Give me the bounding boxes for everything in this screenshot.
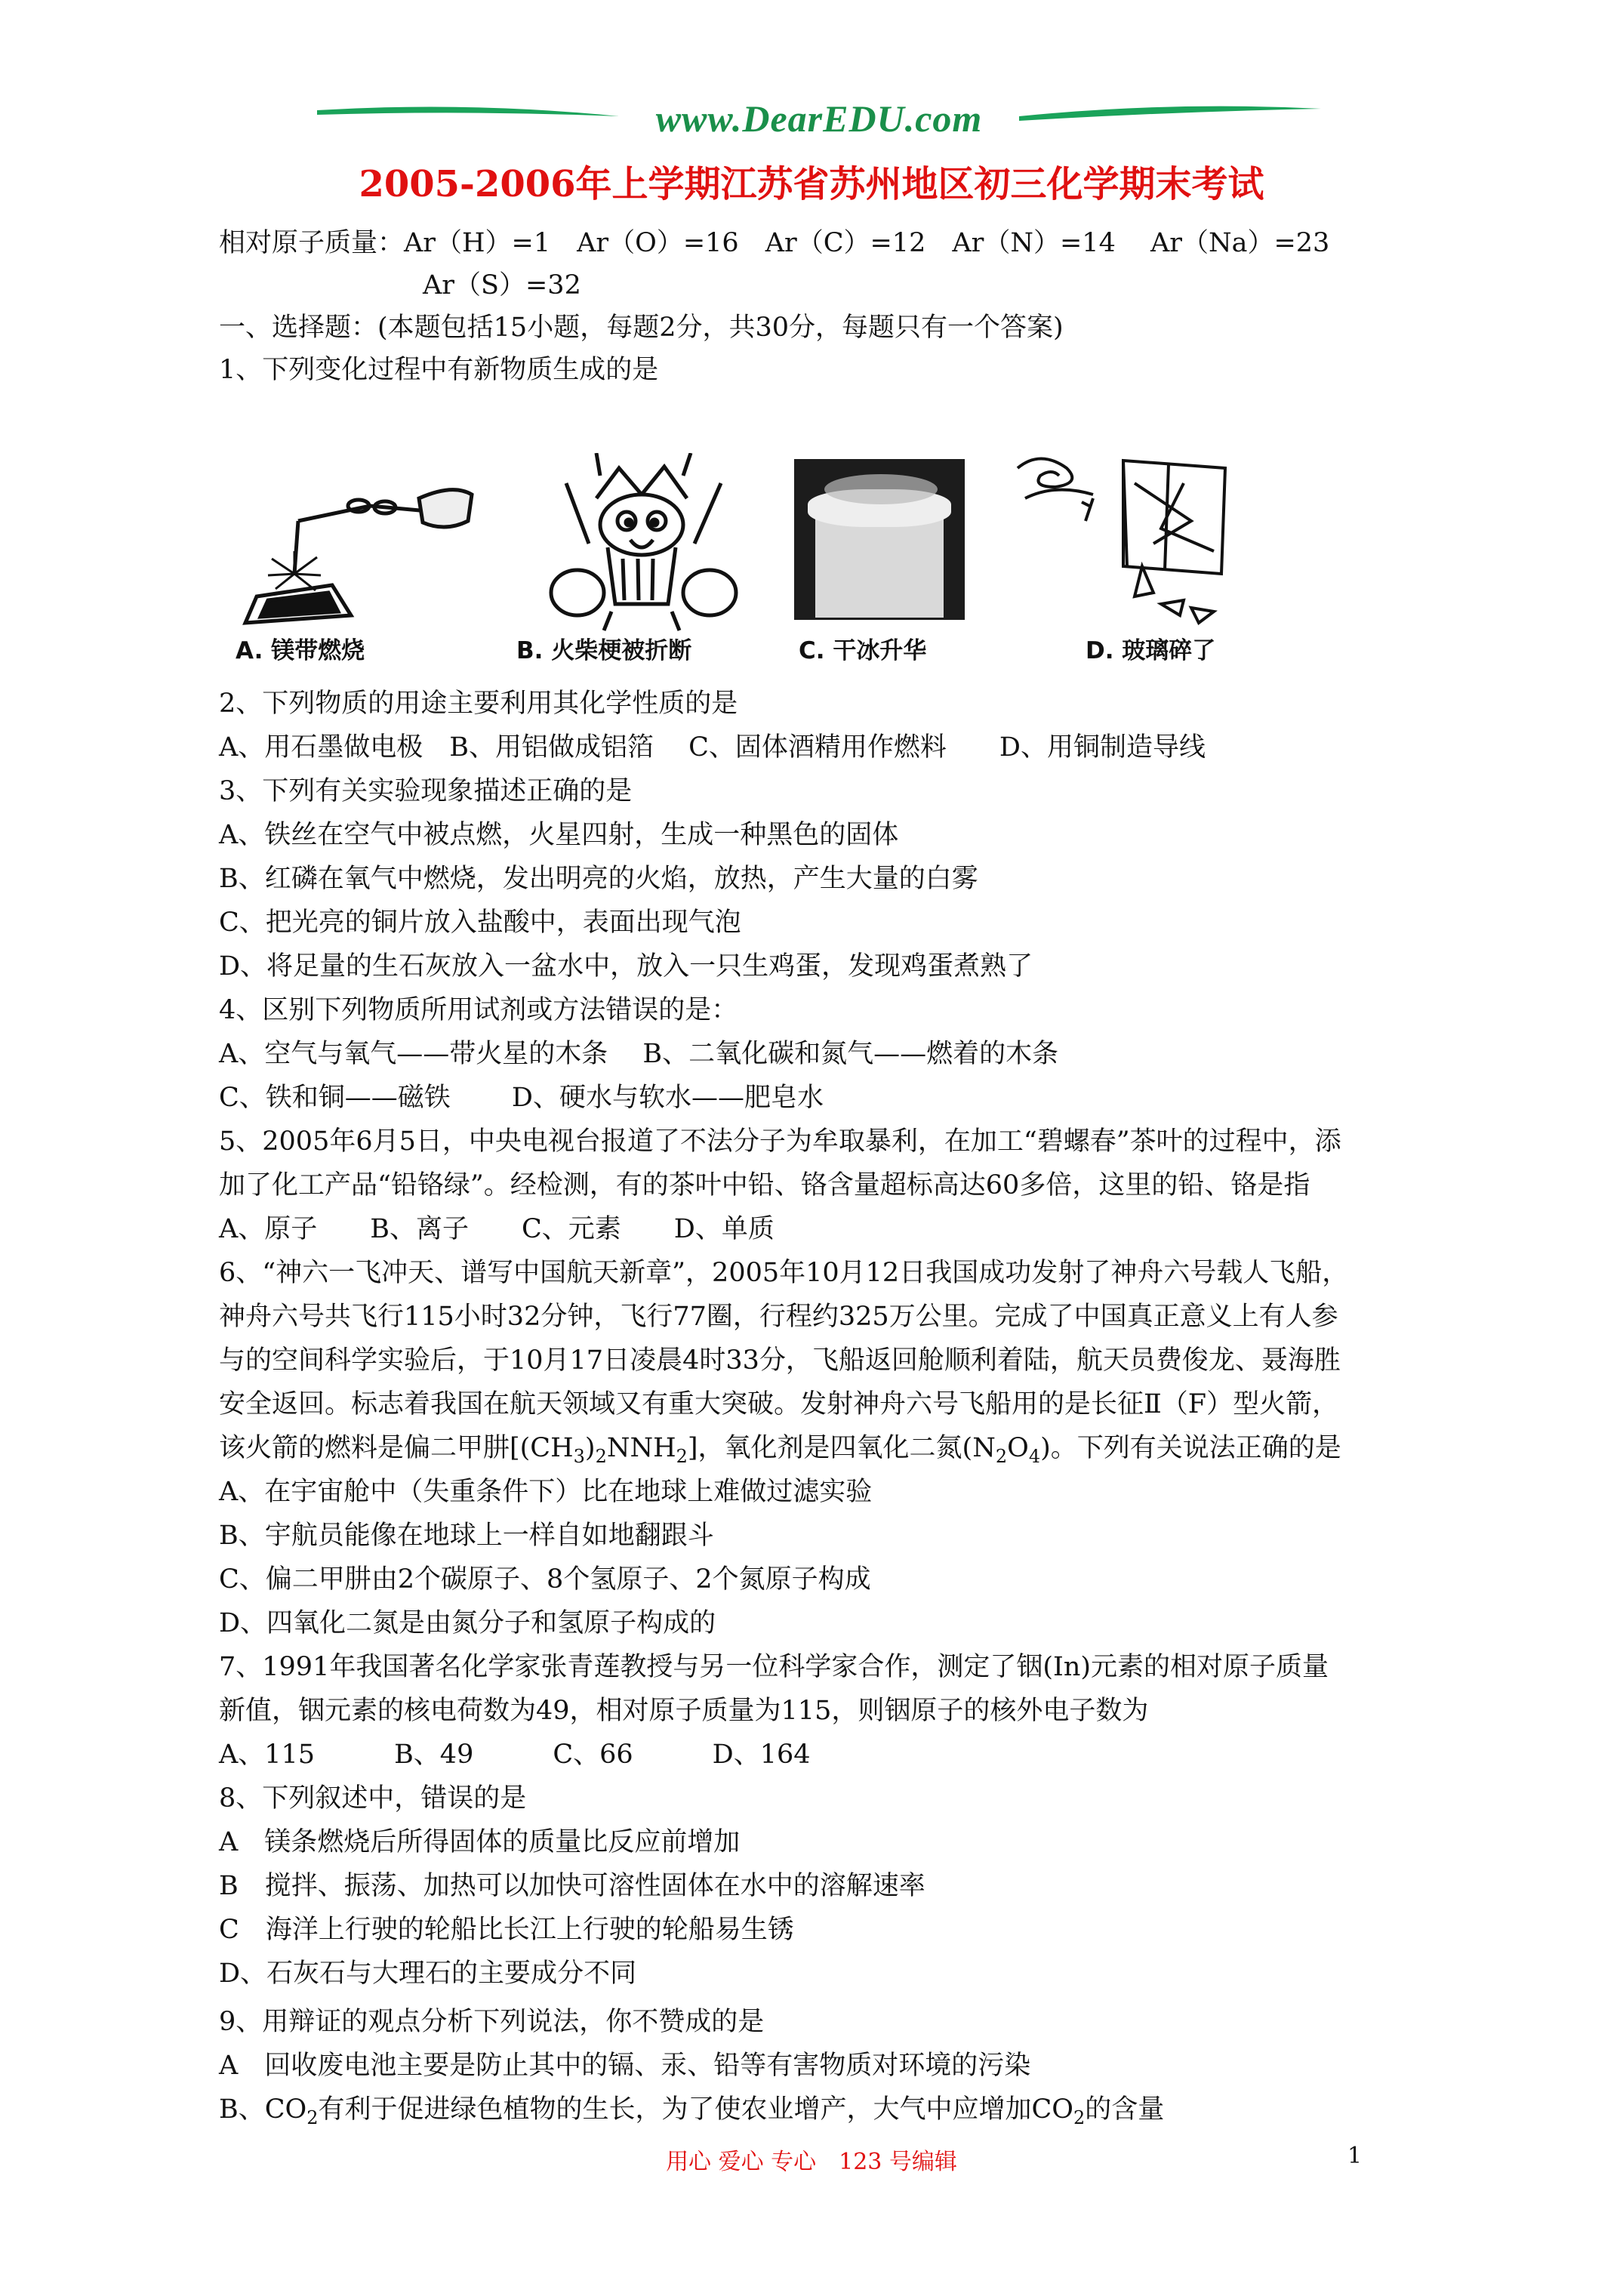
question-6-line-4: 安全返回。标志着我国在航天领域又有重大突破。发射神舟六号飞船用的是长征Ⅱ（F）型火箭， [219, 1389, 1339, 1419]
question-4-options-cd: C、铁和铜——磁铁 D、硬水与软水——肥皂水 [219, 1083, 824, 1113]
question-6-option-b: B、宇航员能像在地球上一样自如地翻跟斗 [219, 1521, 714, 1551]
question-5-line-2: 加了化工产品“铅铬绿”。经检测，有的茶叶中铅、铬含量超标高达60多倍，这里的铅、铬是指 [219, 1170, 1310, 1200]
site-header [317, 97, 1321, 142]
page-footer: 用心 爱心 专心 123 号编辑 [666, 2149, 957, 2175]
question-3-option-b: B、红磷在氧气中燃烧，发出明亮的火焰，放热，产生大量的白雾 [219, 864, 978, 894]
question-9-option-b: B、$CO_2$有利于促进绿色植物的生长，为了使农业增产，大气中应增加$CO_2$的含量 [219, 2094, 1165, 2128]
question-4-options-ab: A、空气与氧气——带火星的木条 B、二氧化碳和氮气——燃着的木条 [219, 1039, 1059, 1069]
question-8-option-c: C 海洋上行驶的轮船比长江上行驶的轮船易生锈 [219, 1915, 794, 1945]
question-8-option-d: D、石灰石与大理石的主要成分不同 [219, 1959, 637, 1989]
matchstick-broken-image [536, 453, 747, 634]
page-number: 1 [1347, 2143, 1363, 2169]
atomic-masses-line-1: 相对原子质量：Ar（H）=1 Ar（O）=16 Ar（C）=12 Ar（N）=14 Ar（Na）=23 [219, 228, 1330, 258]
question-1-stem: 1、下列变化过程中有新物质生成的是 [219, 355, 659, 385]
question-3-option-d: D、将足量的生石灰放入一盆水中，放入一只生鸡蛋，发现鸡蛋煮熟了 [219, 951, 1033, 982]
question-7-line-1: 7、1991年我国著名化学家张青莲教授与另一位科学家合作，测定了铟(In)元素的相对原子质量 [219, 1652, 1329, 1682]
question-9-option-a: A 回收废电池主要是防止其中的镉、汞、铅等有害物质对环境的污染 [219, 2051, 1031, 2081]
question-7-line-2: 新值，铟元素的核电荷数为49，相对原子质量为115，则铟原子的核外电子数为 [219, 1696, 1149, 1726]
question-2-options: A、用石墨做电极 B、用铝做成铝箔 C、固体酒精用作燃料 D、用铜制造导线 [219, 732, 1206, 763]
question-2-stem: 2、下列物质的用途主要利用其化学性质的是 [219, 689, 738, 719]
question-6-line-1: 6、“神六一飞冲天、谱写中国航天新章”，2005年10月12日我国成功发射了神舟六号载人飞船， [219, 1258, 1349, 1288]
question-8-option-b: B 搅拌、振荡、加热可以加快可溶性固体在水中的溶解速率 [219, 1871, 925, 1901]
question-3-option-c: C、把光亮的铜片放入盐酸中，表面出现气泡 [219, 908, 741, 938]
question-6-option-d: D、四氧化二氮是由氮分子和氢原子构成的 [219, 1608, 716, 1638]
question-8-stem: 8、下列叙述中，错误的是 [219, 1783, 527, 1814]
question-5-line-1: 5、2005年6月5日，中央电视台报道了不法分子为牟取暴利，在加工“碧螺春”茶叶的过程中，添 [219, 1126, 1341, 1157]
question-3-option-a: A、铁丝在空气中被点燃，火星四射，生成一种黑色的固体 [219, 820, 899, 850]
atomic-masses-line-2: Ar（S）=32 [423, 270, 581, 300]
broken-glass-image [1010, 453, 1236, 627]
question-5-options: A、原子 B、离子 C、元素 D、单质 [219, 1214, 775, 1244]
question-6-line-2: 神舟六号共飞行115小时32分钟，飞行77圈，行程约325万公里。完成了中国真正意义上有人参 [219, 1302, 1338, 1332]
question-6-option-a: A、在宇宙舱中（失重条件下）比在地球上难做过滤实验 [219, 1477, 873, 1507]
question-7-options: A、115 B、49 C、66 D、164 [219, 1740, 811, 1770]
q1-caption-b: B. 火柴梗被折断 [516, 637, 692, 664]
q1-caption-d: D. 玻璃碎了 [1086, 637, 1216, 664]
magnesium-burning-image [226, 461, 483, 627]
dry-ice-sublimation-image [794, 459, 965, 620]
question-6-line-5: 该火箭的燃料是偏二甲肼$[(CH_3)_2NNH_2]$，氧化剂是四氧化二氮$(N_2O_4)$。下列有关说法正确的是 [219, 1433, 1341, 1467]
question-4-stem: 4、区别下列物质所用试剂或方法错误的是： [219, 995, 738, 1025]
brand-logo-text: www.DearEDU.com [655, 97, 983, 140]
question-9-stem: 9、用辩证的观点分析下列说法，你不赞成的是 [219, 2007, 765, 2037]
question-8-option-a: A 镁条燃烧后所得固体的质量比反应前增加 [219, 1827, 741, 1857]
question-3-stem: 3、下列有关实验现象描述正确的是 [219, 776, 633, 806]
question-6-option-c: C、偏二甲肼由2个碳原子、8个氢原子、2个氮原子构成 [219, 1564, 871, 1595]
question-6-line-3: 与的空间科学实验后，于10月17日凌晨4时33分，飞船返回舱顺利着陆，航天员费俊龙、聂海胜 [219, 1345, 1341, 1376]
page-title: 2005-2006年上学期江苏省苏州地区初三化学期末考试 [359, 163, 1264, 205]
q1-caption-a: A. 镁带燃烧 [236, 637, 365, 664]
section-heading: 一、选择题：(本题包括15小题，每题2分，共30分，每题只有一个答案) [219, 313, 1064, 343]
q1-caption-c: C. 干冰升华 [799, 637, 927, 664]
